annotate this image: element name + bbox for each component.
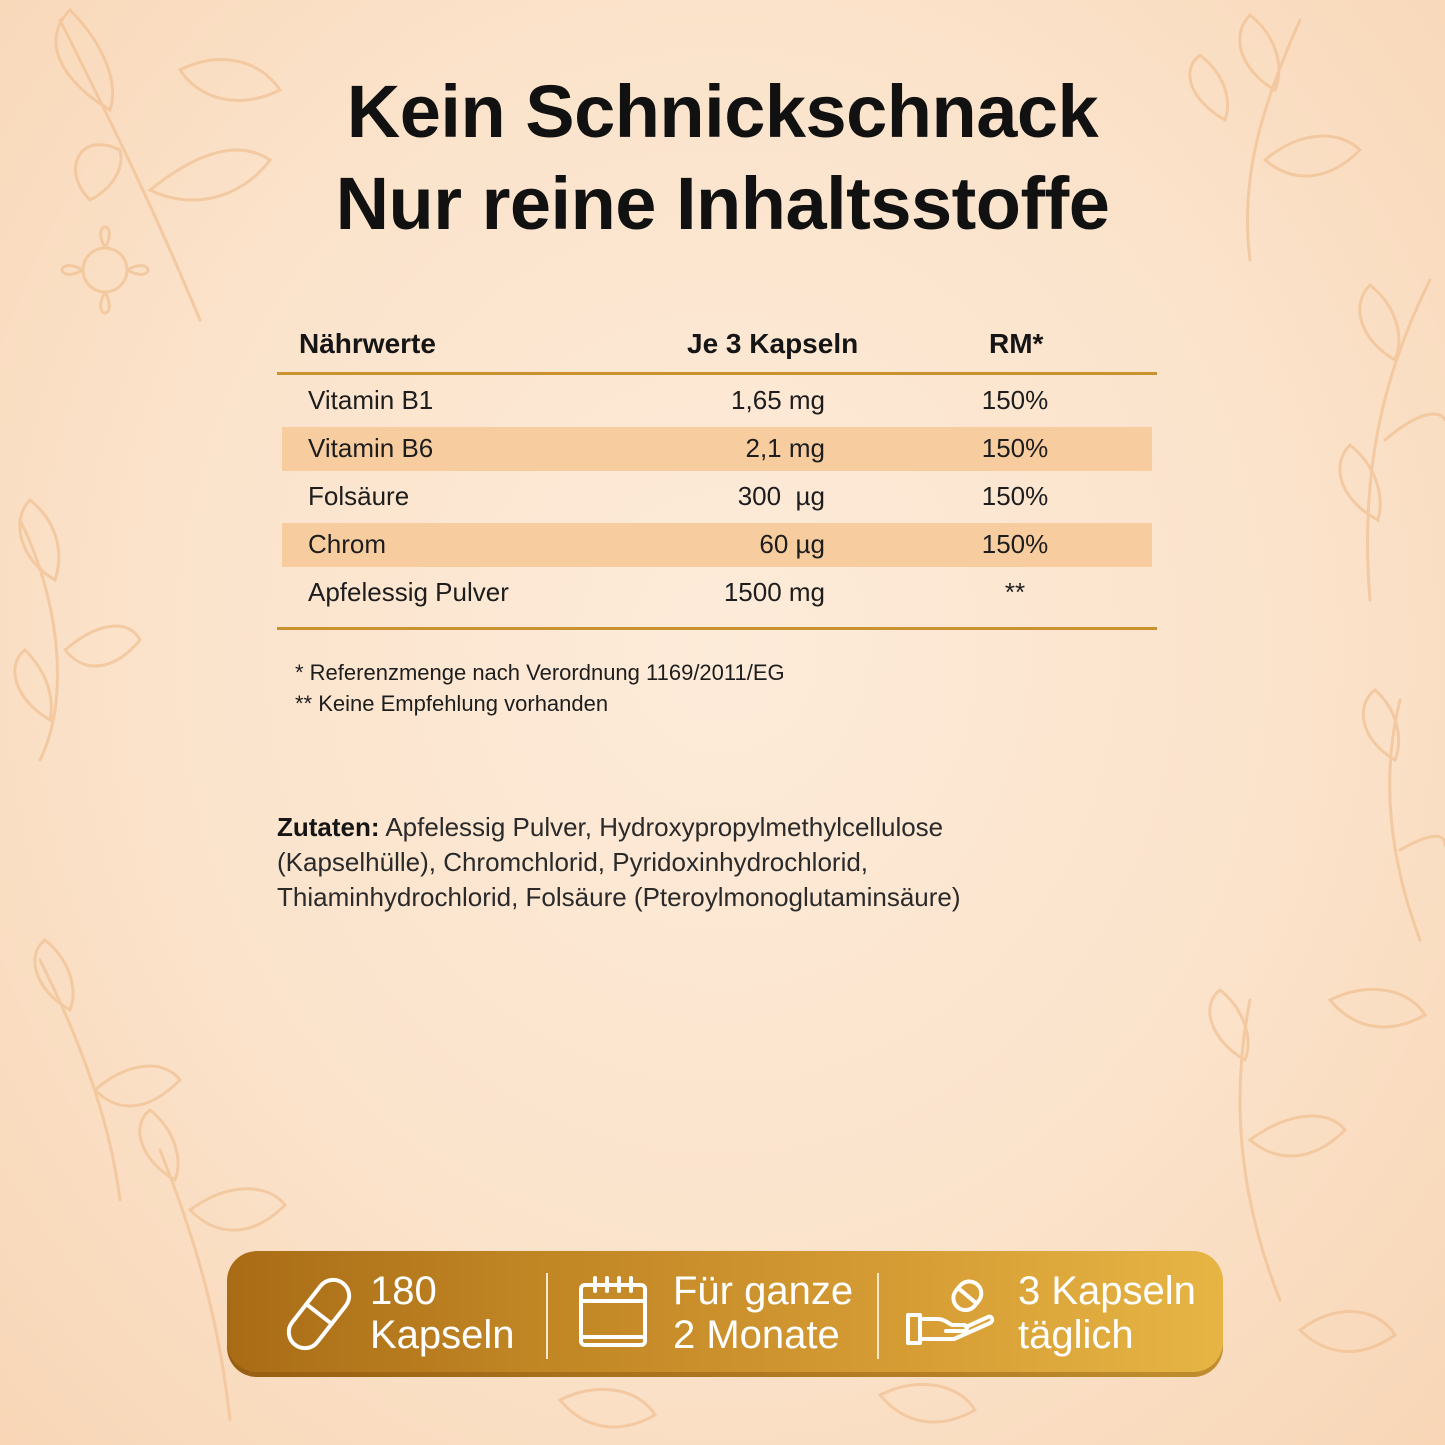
nutrient-amount: 1500 mg bbox=[723, 577, 825, 607]
calendar-icon bbox=[577, 1275, 649, 1351]
feature-capsule-count bbox=[227, 1251, 547, 1377]
footnote-reference-amount: * Referenzmenge nach Verordnung 1169/2011/EG bbox=[295, 660, 785, 685]
nutrient-name: Vitamin B6 bbox=[308, 433, 434, 463]
nutrient-amount: 2,1 mg bbox=[745, 433, 825, 463]
header-per-3-capsules: Je 3 Kapseln bbox=[687, 328, 859, 359]
ingredients-text-line-2: (Kapselhülle), Chromchlorid, Pyridoxinhydrochlorid, bbox=[277, 847, 869, 877]
ingredients-label: Zutaten: bbox=[277, 812, 380, 842]
feature-duration-line-1: Für ganze bbox=[673, 1269, 854, 1313]
table-row bbox=[282, 571, 1152, 615]
nutrient-amount: 1,65 mg bbox=[731, 385, 825, 415]
nutrient-name: Apfelessig Pulver bbox=[308, 577, 509, 607]
table-row bbox=[282, 427, 1152, 471]
nutrient-rm: 150% bbox=[981, 481, 1049, 511]
headline bbox=[0, 66, 1445, 250]
header-reference-amount: RM* bbox=[989, 328, 1044, 359]
feature-duration bbox=[549, 1251, 877, 1377]
feature-daily-dose-line-1: 3 Kapseln bbox=[1018, 1269, 1196, 1313]
nutrient-name: Folsäure bbox=[308, 481, 410, 511]
table-row bbox=[282, 379, 1152, 423]
feature-daily-dose-line-2: täglich bbox=[1018, 1313, 1134, 1357]
nutrient-name: Vitamin B1 bbox=[308, 385, 434, 415]
footnote-no-recommendation: ** Keine Empfehlung vorhanden bbox=[295, 691, 609, 716]
product-features-banner bbox=[227, 1251, 1223, 1377]
banner-divider bbox=[546, 1273, 548, 1359]
capsule-icon bbox=[283, 1271, 355, 1357]
feature-capsule-count-label: Kapseln bbox=[370, 1313, 515, 1357]
nutrient-rm: 150% bbox=[981, 433, 1049, 463]
nutrition-table-body bbox=[277, 375, 1157, 630]
nutrition-table bbox=[277, 318, 1157, 630]
headline-line-2: Nur reine Inhaltsstoffe bbox=[335, 162, 1110, 245]
ingredients-text-line-1: Apfelessig Pulver, Hydroxypropylmethylcellulose bbox=[379, 812, 944, 842]
nutrient-amount: 300 µg bbox=[737, 481, 825, 511]
feature-duration-line-2: 2 Monate bbox=[673, 1313, 840, 1357]
hand-capsule-icon bbox=[904, 1277, 996, 1349]
nutrition-table-header bbox=[277, 318, 1157, 375]
nutrient-name: Chrom bbox=[308, 529, 387, 559]
nutrient-rm: ** bbox=[1004, 577, 1026, 607]
feature-daily-dose bbox=[880, 1251, 1223, 1377]
ingredients bbox=[277, 810, 1077, 915]
feature-capsule-count-value: 180 bbox=[370, 1269, 437, 1313]
banner-divider bbox=[877, 1273, 879, 1359]
table-row bbox=[282, 475, 1152, 519]
nutrient-amount: 60 µg bbox=[759, 529, 825, 559]
headline-line-1: Kein Schnickschnack bbox=[346, 70, 1099, 153]
table-row bbox=[282, 523, 1152, 567]
nutrient-rm: 150% bbox=[981, 529, 1049, 559]
nutrient-rm: 150% bbox=[981, 385, 1049, 415]
footnotes bbox=[295, 657, 785, 719]
ingredients-text-line-3: Thiaminhydrochlorid, Folsäure (Pteroylmonoglutaminsäure) bbox=[277, 882, 961, 912]
header-nutrients: Nährwerte bbox=[299, 328, 436, 359]
